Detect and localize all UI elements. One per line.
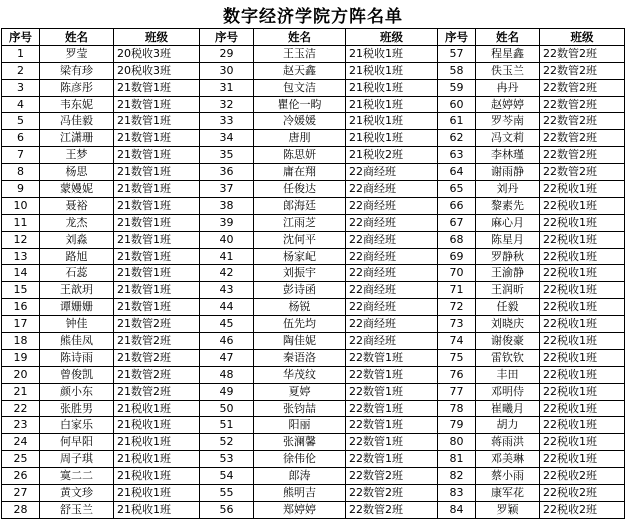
cell-class: 22税收1班 bbox=[540, 366, 625, 383]
cell-number: 5 bbox=[2, 113, 40, 130]
cell-number: 4 bbox=[2, 96, 40, 113]
cell-name: 伍先均 bbox=[254, 316, 346, 333]
cell-class: 21税收1班 bbox=[114, 434, 200, 451]
cell-class: 22数管2班 bbox=[540, 130, 625, 147]
header-class: 班级 bbox=[346, 29, 438, 46]
cell-name: 聂裕 bbox=[40, 197, 114, 214]
cell-name: 邓美琳 bbox=[476, 451, 540, 468]
cell-number: 61 bbox=[438, 113, 476, 130]
cell-name: 张胜男 bbox=[40, 400, 114, 417]
cell-name: 李林瑾 bbox=[476, 147, 540, 164]
cell-name: 熊明吉 bbox=[254, 485, 346, 502]
cell-number: 60 bbox=[438, 96, 476, 113]
cell-name: 陶佳妮 bbox=[254, 333, 346, 350]
cell-name: 杨锐 bbox=[254, 299, 346, 316]
cell-name: 谢雨静 bbox=[476, 164, 540, 181]
cell-class: 22税收1班 bbox=[540, 383, 625, 400]
cell-number: 59 bbox=[438, 79, 476, 96]
cell-name: 刘丹 bbox=[476, 181, 540, 198]
cell-number: 84 bbox=[438, 501, 476, 518]
cell-number: 64 bbox=[438, 164, 476, 181]
header-name: 姓名 bbox=[254, 29, 346, 46]
cell-class: 20税收3班 bbox=[114, 62, 200, 79]
cell-number: 17 bbox=[2, 316, 40, 333]
cell-name: 罗莹 bbox=[40, 45, 114, 62]
cell-class: 21数管1班 bbox=[114, 181, 200, 198]
cell-class: 22税收1班 bbox=[540, 333, 625, 350]
cell-number: 8 bbox=[2, 164, 40, 181]
cell-name: 麻心月 bbox=[476, 214, 540, 231]
cell-number: 63 bbox=[438, 147, 476, 164]
cell-class: 21税收1班 bbox=[114, 400, 200, 417]
cell-name: 王梦 bbox=[40, 147, 114, 164]
table-row bbox=[2, 383, 625, 400]
cell-number: 12 bbox=[2, 231, 40, 248]
cell-name: 白家乐 bbox=[40, 417, 114, 434]
cell-class: 22数管1班 bbox=[346, 366, 438, 383]
cell-number: 82 bbox=[438, 468, 476, 485]
cell-class: 21税收1班 bbox=[114, 468, 200, 485]
cell-name: 杨思 bbox=[40, 164, 114, 181]
cell-number: 71 bbox=[438, 282, 476, 299]
cell-class: 21税收1班 bbox=[114, 501, 200, 518]
cell-class: 22数管2班 bbox=[540, 62, 625, 79]
cell-class: 22数管1班 bbox=[346, 451, 438, 468]
cell-name: 刘振宇 bbox=[254, 265, 346, 282]
table-row bbox=[2, 130, 625, 147]
cell-class: 22税收2班 bbox=[540, 468, 625, 485]
table-row bbox=[2, 248, 625, 265]
cell-number: 18 bbox=[2, 333, 40, 350]
cell-class: 21税收1班 bbox=[346, 45, 438, 62]
cell-name: 刘晓庆 bbox=[476, 316, 540, 333]
cell-number: 10 bbox=[2, 197, 40, 214]
cell-name: 丰田 bbox=[476, 366, 540, 383]
cell-number: 3 bbox=[2, 79, 40, 96]
cell-class: 22数管2班 bbox=[540, 164, 625, 181]
cell-number: 54 bbox=[200, 468, 254, 485]
cell-number: 26 bbox=[2, 468, 40, 485]
table-row bbox=[2, 214, 625, 231]
cell-name: 沈何平 bbox=[254, 231, 346, 248]
cell-number: 32 bbox=[200, 96, 254, 113]
cell-number: 24 bbox=[2, 434, 40, 451]
cell-name: 陈思妍 bbox=[254, 147, 346, 164]
table-row bbox=[2, 147, 625, 164]
cell-class: 21税收1班 bbox=[346, 96, 438, 113]
cell-number: 33 bbox=[200, 113, 254, 130]
cell-class: 21数管1班 bbox=[114, 113, 200, 130]
cell-name: 秦语洛 bbox=[254, 349, 346, 366]
cell-name: 石蕊 bbox=[40, 265, 114, 282]
cell-name: 华茂纹 bbox=[254, 366, 346, 383]
cell-number: 42 bbox=[200, 265, 254, 282]
cell-name: 雷钦钦 bbox=[476, 349, 540, 366]
cell-number: 6 bbox=[2, 130, 40, 147]
cell-class: 21数管2班 bbox=[114, 316, 200, 333]
cell-class: 20税收3班 bbox=[114, 45, 200, 62]
table-row bbox=[2, 62, 625, 79]
cell-number: 13 bbox=[2, 248, 40, 265]
cell-number: 28 bbox=[2, 501, 40, 518]
cell-class: 22税收1班 bbox=[540, 451, 625, 468]
cell-name: 江潇珊 bbox=[40, 130, 114, 147]
cell-name: 颜小东 bbox=[40, 383, 114, 400]
table-row bbox=[2, 96, 625, 113]
cell-number: 45 bbox=[200, 316, 254, 333]
cell-name: 龙杰 bbox=[40, 214, 114, 231]
cell-name: 梁有珍 bbox=[40, 62, 114, 79]
cell-number: 38 bbox=[200, 197, 254, 214]
cell-name: 王玉洁 bbox=[254, 45, 346, 62]
table-row bbox=[2, 501, 625, 518]
cell-number: 20 bbox=[2, 366, 40, 383]
cell-name: 包文洁 bbox=[254, 79, 346, 96]
cell-name: 杨家屺 bbox=[254, 248, 346, 265]
cell-class: 22数管1班 bbox=[346, 349, 438, 366]
table-row bbox=[2, 265, 625, 282]
cell-class: 22商经班 bbox=[346, 181, 438, 198]
table-row bbox=[2, 333, 625, 350]
cell-number: 72 bbox=[438, 299, 476, 316]
cell-class: 22商经班 bbox=[346, 248, 438, 265]
cell-name: 罗颖 bbox=[476, 501, 540, 518]
cell-class: 22商经班 bbox=[346, 231, 438, 248]
table-row bbox=[2, 468, 625, 485]
cell-number: 65 bbox=[438, 181, 476, 198]
cell-number: 69 bbox=[438, 248, 476, 265]
cell-class: 21数管1班 bbox=[114, 265, 200, 282]
cell-number: 47 bbox=[200, 349, 254, 366]
cell-name: 蒙嫚妮 bbox=[40, 181, 114, 198]
table-row bbox=[2, 231, 625, 248]
cell-class: 21数管1班 bbox=[114, 147, 200, 164]
cell-class: 22税收1班 bbox=[540, 434, 625, 451]
cell-name: 陈彦彤 bbox=[40, 79, 114, 96]
cell-class: 21数管1班 bbox=[114, 231, 200, 248]
cell-number: 7 bbox=[2, 147, 40, 164]
cell-class: 21税收2班 bbox=[346, 147, 438, 164]
cell-number: 62 bbox=[438, 130, 476, 147]
cell-class: 22数管1班 bbox=[346, 400, 438, 417]
cell-class: 22商经班 bbox=[346, 164, 438, 181]
cell-number: 68 bbox=[438, 231, 476, 248]
cell-class: 21数管2班 bbox=[114, 366, 200, 383]
cell-class: 22商经班 bbox=[346, 299, 438, 316]
cell-class: 22税收1班 bbox=[540, 265, 625, 282]
cell-class: 21税收1班 bbox=[114, 451, 200, 468]
cell-class: 22税收2班 bbox=[540, 485, 625, 502]
cell-name: 程星鑫 bbox=[476, 45, 540, 62]
cell-class: 22数管2班 bbox=[346, 468, 438, 485]
cell-class: 22商经班 bbox=[346, 282, 438, 299]
cell-number: 50 bbox=[200, 400, 254, 417]
cell-class: 22税收1班 bbox=[540, 231, 625, 248]
cell-name: 周子琪 bbox=[40, 451, 114, 468]
table-row bbox=[2, 164, 625, 181]
cell-name: 张澜馨 bbox=[254, 434, 346, 451]
cell-class: 22数管1班 bbox=[346, 383, 438, 400]
cell-class: 21数管1班 bbox=[114, 79, 200, 96]
cell-class: 21数管1班 bbox=[114, 214, 200, 231]
cell-class: 21数管1班 bbox=[114, 96, 200, 113]
cell-name: 陈星月 bbox=[476, 231, 540, 248]
title-bar bbox=[0, 0, 626, 28]
cell-name: 彭诗函 bbox=[254, 282, 346, 299]
cell-number: 14 bbox=[2, 265, 40, 282]
cell-number: 44 bbox=[200, 299, 254, 316]
cell-number: 73 bbox=[438, 316, 476, 333]
cell-name: 瞿伦一畇 bbox=[254, 96, 346, 113]
cell-name: 冯佳毅 bbox=[40, 113, 114, 130]
cell-class: 22税收2班 bbox=[540, 501, 625, 518]
cell-number: 16 bbox=[2, 299, 40, 316]
cell-number: 40 bbox=[200, 231, 254, 248]
cell-class: 22数管2班 bbox=[346, 501, 438, 518]
cell-name: 韦东妮 bbox=[40, 96, 114, 113]
table-row bbox=[2, 45, 625, 62]
cell-class: 22税收1班 bbox=[540, 316, 625, 333]
cell-name: 郑婷婷 bbox=[254, 501, 346, 518]
cell-class: 21税收1班 bbox=[346, 62, 438, 79]
cell-number: 2 bbox=[2, 62, 40, 79]
cell-class: 22税收1班 bbox=[540, 248, 625, 265]
cell-class: 21税收1班 bbox=[346, 130, 438, 147]
cell-class: 22数管2班 bbox=[540, 79, 625, 96]
cell-number: 30 bbox=[200, 62, 254, 79]
table-row bbox=[2, 316, 625, 333]
cell-number: 9 bbox=[2, 181, 40, 198]
cell-class: 22税收1班 bbox=[540, 417, 625, 434]
cell-name: 罗静秋 bbox=[476, 248, 540, 265]
table-row bbox=[2, 282, 625, 299]
cell-name: 夏婷 bbox=[254, 383, 346, 400]
cell-name: 何早阳 bbox=[40, 434, 114, 451]
cell-name: 黄文珍 bbox=[40, 485, 114, 502]
cell-number: 48 bbox=[200, 366, 254, 383]
cell-class: 22数管2班 bbox=[346, 485, 438, 502]
cell-class: 22税收1班 bbox=[540, 214, 625, 231]
cell-name: 冉丹 bbox=[476, 79, 540, 96]
roster-table bbox=[1, 28, 625, 519]
cell-class: 22数管2班 bbox=[540, 96, 625, 113]
cell-name: 庸在翔 bbox=[254, 164, 346, 181]
table-row bbox=[2, 113, 625, 130]
cell-number: 19 bbox=[2, 349, 40, 366]
cell-name: 赵天鑫 bbox=[254, 62, 346, 79]
cell-name: 王润昕 bbox=[476, 282, 540, 299]
cell-name: 崔曦月 bbox=[476, 400, 540, 417]
cell-number: 29 bbox=[200, 45, 254, 62]
cell-number: 67 bbox=[438, 214, 476, 231]
cell-class: 21税收1班 bbox=[346, 79, 438, 96]
cell-name: 赵婷婷 bbox=[476, 96, 540, 113]
cell-class: 22税收1班 bbox=[540, 181, 625, 198]
cell-number: 34 bbox=[200, 130, 254, 147]
cell-class: 22商经班 bbox=[346, 265, 438, 282]
cell-class: 22商经班 bbox=[346, 316, 438, 333]
cell-number: 76 bbox=[438, 366, 476, 383]
cell-class: 21数管1班 bbox=[114, 197, 200, 214]
header-name: 姓名 bbox=[40, 29, 114, 46]
cell-name: 王歆玥 bbox=[40, 282, 114, 299]
cell-number: 49 bbox=[200, 383, 254, 400]
cell-name: 路旭 bbox=[40, 248, 114, 265]
cell-number: 35 bbox=[200, 147, 254, 164]
table-row bbox=[2, 400, 625, 417]
cell-name: 冯文莉 bbox=[476, 130, 540, 147]
header-name: 姓名 bbox=[476, 29, 540, 46]
cell-class: 22税收1班 bbox=[540, 299, 625, 316]
cell-class: 21数管1班 bbox=[114, 282, 200, 299]
table-row bbox=[2, 299, 625, 316]
cell-number: 66 bbox=[438, 197, 476, 214]
cell-name: 任俊达 bbox=[254, 181, 346, 198]
cell-number: 56 bbox=[200, 501, 254, 518]
cell-name: 罗芩南 bbox=[476, 113, 540, 130]
header-class: 班级 bbox=[540, 29, 625, 46]
header-class: 班级 bbox=[114, 29, 200, 46]
cell-name: 唐刖 bbox=[254, 130, 346, 147]
cell-number: 39 bbox=[200, 214, 254, 231]
cell-number: 81 bbox=[438, 451, 476, 468]
cell-class: 21数管2班 bbox=[114, 383, 200, 400]
cell-class: 21税收1班 bbox=[114, 485, 200, 502]
cell-number: 23 bbox=[2, 417, 40, 434]
cell-class: 22商经班 bbox=[346, 333, 438, 350]
cell-number: 53 bbox=[200, 451, 254, 468]
page-title: 数字经济学院方阵名单 bbox=[223, 6, 403, 27]
cell-class: 22商经班 bbox=[346, 197, 438, 214]
cell-class: 22数管2班 bbox=[540, 113, 625, 130]
cell-class: 21税收1班 bbox=[114, 417, 200, 434]
cell-name: 寞二二 bbox=[40, 468, 114, 485]
cell-name: 阳丽 bbox=[254, 417, 346, 434]
cell-number: 74 bbox=[438, 333, 476, 350]
cell-number: 55 bbox=[200, 485, 254, 502]
cell-number: 78 bbox=[438, 400, 476, 417]
cell-name: 张钧喆 bbox=[254, 400, 346, 417]
cell-class: 21数管1班 bbox=[114, 248, 200, 265]
cell-number: 15 bbox=[2, 282, 40, 299]
cell-class: 21数管2班 bbox=[114, 333, 200, 350]
cell-number: 21 bbox=[2, 383, 40, 400]
cell-number: 1 bbox=[2, 45, 40, 62]
cell-name: 佚玉兰 bbox=[476, 62, 540, 79]
header-no: 序号 bbox=[200, 29, 254, 46]
cell-class: 22税收1班 bbox=[540, 282, 625, 299]
cell-number: 11 bbox=[2, 214, 40, 231]
cell-class: 21数管1班 bbox=[114, 299, 200, 316]
header-row bbox=[2, 29, 625, 46]
table-row bbox=[2, 451, 625, 468]
cell-number: 46 bbox=[200, 333, 254, 350]
cell-number: 77 bbox=[438, 383, 476, 400]
cell-name: 康军花 bbox=[476, 485, 540, 502]
header-no: 序号 bbox=[2, 29, 40, 46]
table-row bbox=[2, 181, 625, 198]
cell-class: 21数管1班 bbox=[114, 130, 200, 147]
table-row bbox=[2, 79, 625, 96]
cell-number: 31 bbox=[200, 79, 254, 96]
cell-class: 22数管2班 bbox=[540, 147, 625, 164]
cell-name: 曾俊凯 bbox=[40, 366, 114, 383]
cell-name: 胡力 bbox=[476, 417, 540, 434]
cell-number: 37 bbox=[200, 181, 254, 198]
cell-class: 22税收1班 bbox=[540, 349, 625, 366]
cell-number: 58 bbox=[438, 62, 476, 79]
cell-name: 刘淼 bbox=[40, 231, 114, 248]
cell-name: 钟佳 bbox=[40, 316, 114, 333]
cell-name: 舒玉兰 bbox=[40, 501, 114, 518]
cell-number: 41 bbox=[200, 248, 254, 265]
cell-number: 22 bbox=[2, 400, 40, 417]
cell-class: 21税收1班 bbox=[346, 113, 438, 130]
table-row bbox=[2, 417, 625, 434]
cell-number: 52 bbox=[200, 434, 254, 451]
cell-number: 43 bbox=[200, 282, 254, 299]
cell-number: 57 bbox=[438, 45, 476, 62]
cell-name: 郎海廷 bbox=[254, 197, 346, 214]
cell-class: 21数管1班 bbox=[114, 164, 200, 181]
cell-name: 邓明侍 bbox=[476, 383, 540, 400]
cell-class: 22税收1班 bbox=[540, 197, 625, 214]
cell-name: 熊佳凤 bbox=[40, 333, 114, 350]
table-row bbox=[2, 434, 625, 451]
cell-name: 谢俊豪 bbox=[476, 333, 540, 350]
cell-class: 22商经班 bbox=[346, 214, 438, 231]
cell-name: 任毅 bbox=[476, 299, 540, 316]
cell-number: 36 bbox=[200, 164, 254, 181]
cell-name: 蒋雨洪 bbox=[476, 434, 540, 451]
cell-number: 70 bbox=[438, 265, 476, 282]
table-row bbox=[2, 349, 625, 366]
cell-name: 陈诗雨 bbox=[40, 349, 114, 366]
cell-name: 郎涛 bbox=[254, 468, 346, 485]
cell-name: 黎素先 bbox=[476, 197, 540, 214]
cell-number: 79 bbox=[438, 417, 476, 434]
cell-number: 80 bbox=[438, 434, 476, 451]
cell-class: 21数管2班 bbox=[114, 349, 200, 366]
cell-number: 75 bbox=[438, 349, 476, 366]
cell-number: 27 bbox=[2, 485, 40, 502]
cell-name: 江雨芝 bbox=[254, 214, 346, 231]
cell-number: 51 bbox=[200, 417, 254, 434]
table-row bbox=[2, 197, 625, 214]
cell-class: 22数管2班 bbox=[540, 45, 625, 62]
roster-body bbox=[2, 45, 625, 518]
cell-name: 蔡小雨 bbox=[476, 468, 540, 485]
cell-number: 25 bbox=[2, 451, 40, 468]
cell-class: 22数管1班 bbox=[346, 434, 438, 451]
cell-name: 徐伟伦 bbox=[254, 451, 346, 468]
cell-name: 谭姗姗 bbox=[40, 299, 114, 316]
cell-name: 冷媛媛 bbox=[254, 113, 346, 130]
cell-name: 王渝静 bbox=[476, 265, 540, 282]
cell-class: 22税收1班 bbox=[540, 400, 625, 417]
table-row bbox=[2, 366, 625, 383]
cell-number: 83 bbox=[438, 485, 476, 502]
header-no: 序号 bbox=[438, 29, 476, 46]
cell-class: 22数管1班 bbox=[346, 417, 438, 434]
